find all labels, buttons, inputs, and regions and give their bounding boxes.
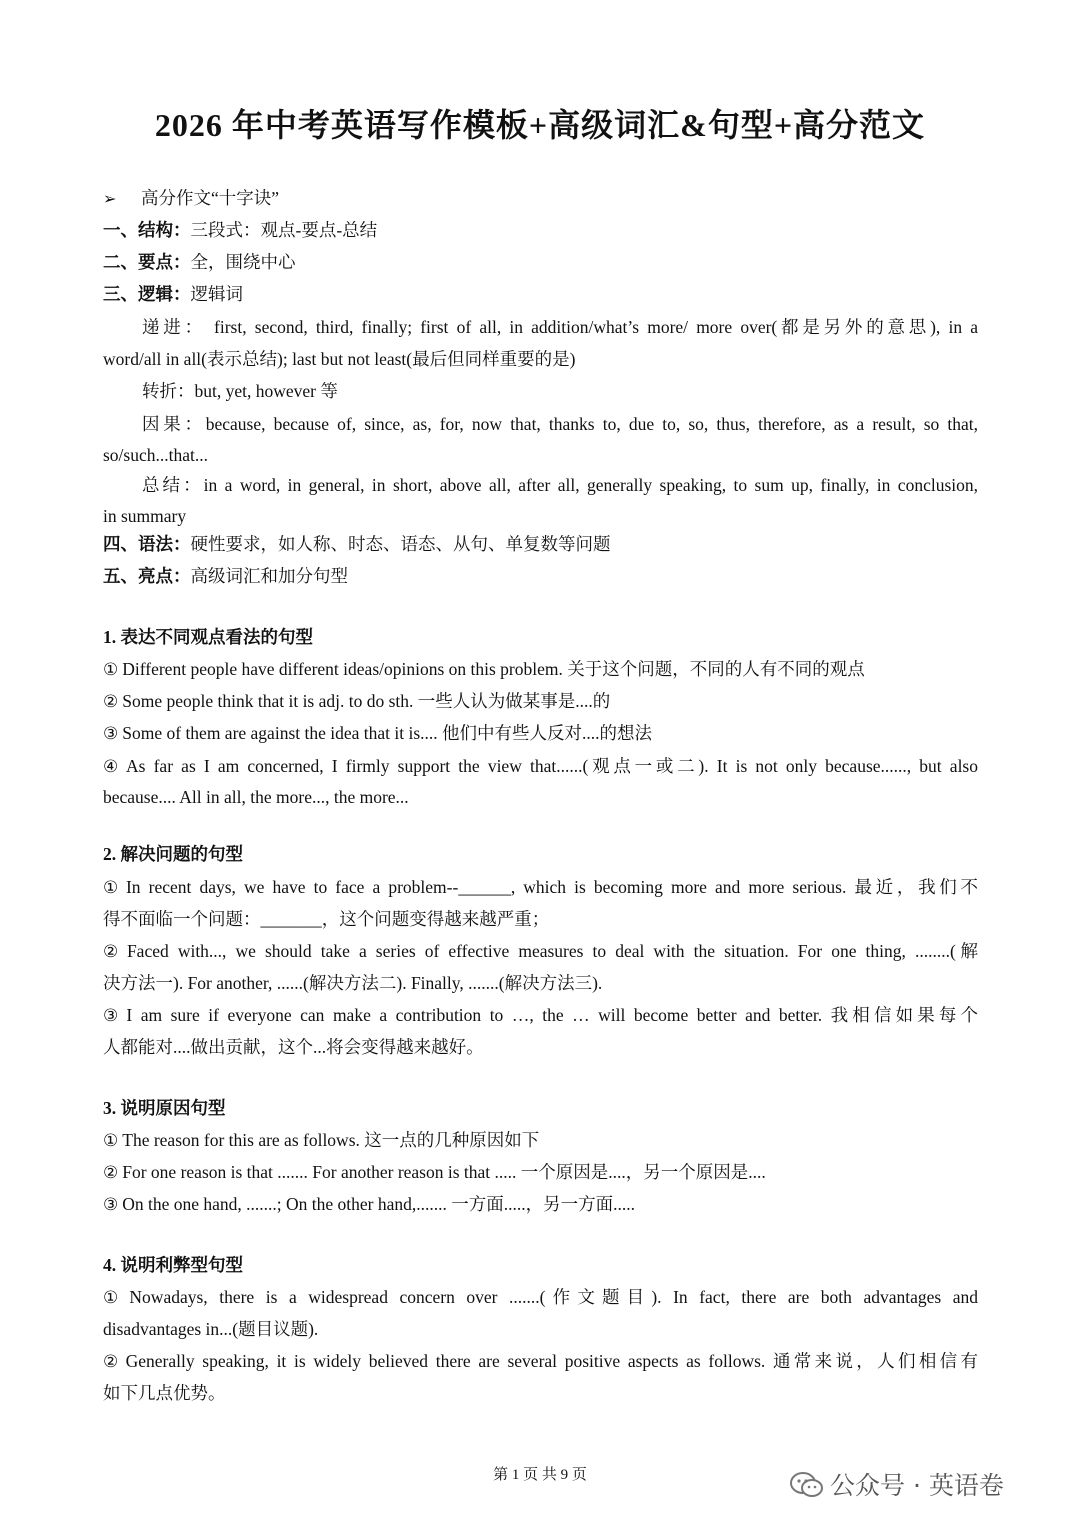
section-2-line-3b: 人都能对....做出贡献，这个...将会变得越来越好。 bbox=[103, 1037, 484, 1057]
cause-line-2: so/such...that... bbox=[103, 445, 208, 465]
intro-item-points: 二、要点：全，围绕中心 bbox=[103, 252, 296, 272]
intro-item-logic: 三、逻辑：逻辑词 bbox=[103, 284, 243, 304]
section-2-line-1a: ① In recent days, we have to face a problem--______, which is becoming more and more serious. 最近，我们不 bbox=[103, 877, 978, 898]
section-4-line-1b: disadvantages in...(题目议题). bbox=[103, 1319, 319, 1339]
section-1-line-1: ① Different people have different ideas/opinions on this problem. 关于这个问题，不同的人有不同的观点 bbox=[103, 659, 865, 680]
intro-item-grammar: 四、语法：硬性要求，如人称、时态、语态、从句、单复数等问题 bbox=[103, 534, 611, 554]
section-1-line-2: ② Some people think that it is adj. to do sth. 一些人认为做某事是....的 bbox=[103, 691, 611, 712]
document-title: 2026 年中考英语写作模板+高级词汇&句型+高分范文 bbox=[154, 107, 926, 143]
section-3-heading: 3. 说明原因句型 bbox=[103, 1098, 226, 1118]
intro-heading: ➢ 高分作文“十字诀” bbox=[103, 188, 280, 208]
wechat-icon bbox=[790, 1472, 824, 1498]
page-footer: 第 1 页 共 9 页 bbox=[493, 1467, 587, 1483]
turn-line: 转折：but, yet, however 等 bbox=[142, 381, 338, 401]
section-3-line-3: ③ On the one hand, .......; On the other hand,....... 一方面.....，另一方面..... bbox=[103, 1194, 636, 1215]
section-2-heading: 2. 解决问题的句型 bbox=[103, 844, 243, 864]
section-2-line-2b: 决方法一). For another, ......(解决方法二). Finally, .......(解决方法三). bbox=[103, 973, 603, 993]
cause-line-1: 因果：because, because of, since, as, for, now that, thanks to, due to, so, thus, therefore, as a result, so that, bbox=[142, 414, 978, 434]
arrow-bullet-icon: ➢ bbox=[103, 189, 117, 208]
summary-line-1: 总结：in a word, in general, in short, above all, after all, generally speaking, to sum up, finally, in conclusion, bbox=[142, 475, 978, 495]
section-1-heading: 1. 表达不同观点看法的句型 bbox=[103, 627, 313, 647]
section-1-line-3: ③ Some of them are against the idea that it is.... 他们中有些人反对....的想法 bbox=[103, 723, 653, 744]
section-2-line-1b: 得不面临一个问题：_______，这个问题变得越来越严重； bbox=[103, 909, 550, 929]
section-4-line-2a: ② Generally speaking, it is widely believed there are several positive aspects as follows. 通常来说，人们相信有 bbox=[103, 1351, 978, 1372]
section-3-line-2: ② For one reason is that ....... For another reason is that ..... 一个原因是....，另一个原因是.... bbox=[103, 1162, 766, 1183]
summary-line-2: in summary bbox=[103, 506, 187, 526]
intro-item-structure: 一、结构：三段式：观点-要点-总结 bbox=[103, 220, 378, 240]
intro-item-highlight: 五、亮点：高级词汇和加分句型 bbox=[103, 566, 348, 586]
section-1-line-4a: ④ As far as I am concerned, I firmly support the view that......(观点一或二). It is not only because......, but also bbox=[103, 756, 978, 777]
progress-line-1: 递进： first, second, third, finally; first of all, in addition/what’s more/ more over(都是另外的意思), in a bbox=[142, 317, 978, 337]
progress-line-2: word/all in all(表示总结); last but not least(最后但同样重要的是) bbox=[103, 349, 576, 369]
section-4-line-1a: ① Nowadays, there is a widespread concern over .......(作文题目). In fact, there are both advantages and bbox=[103, 1287, 978, 1308]
watermark: 公众号 · 英语卷 bbox=[790, 1466, 1004, 1502]
section-2-line-3a: ③ I am sure if everyone can make a contribution to …, the … will become better and better. 我相信如果每个 bbox=[103, 1005, 978, 1026]
section-4-line-2b: 如下几点优势。 bbox=[103, 1383, 226, 1403]
section-3-line-1: ① The reason for this are as follows. 这一点的几种原因如下 bbox=[103, 1130, 540, 1151]
section-1-line-4b: because.... All in all, the more..., the more... bbox=[103, 787, 409, 807]
section-4-heading: 4. 说明利弊型句型 bbox=[103, 1255, 243, 1275]
section-2-line-2a: ② Faced with..., we should take a series of effective measures to deal with the situation. For one thing, ........(解 bbox=[103, 941, 978, 962]
